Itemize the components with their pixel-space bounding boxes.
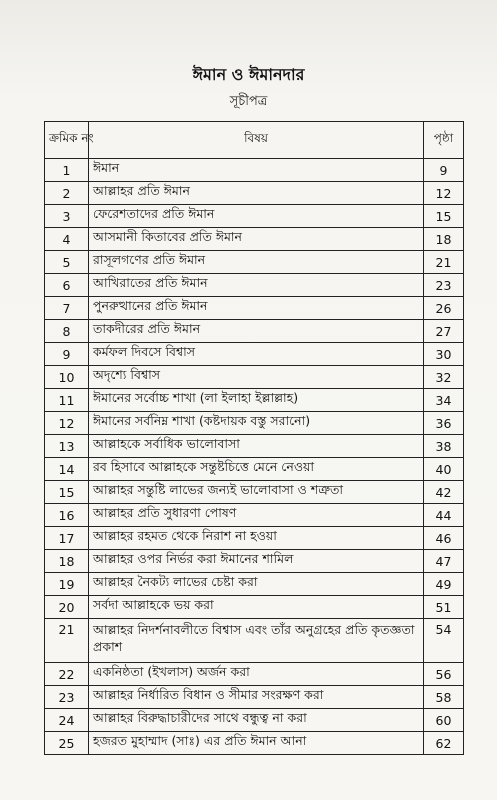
row-number: 19 [45, 573, 89, 596]
row-number: 8 [45, 320, 89, 343]
row-number: 16 [45, 504, 89, 527]
row-number: 10 [45, 366, 89, 389]
row-page: 9 [424, 159, 464, 182]
header-subject: বিষয় [89, 122, 424, 159]
row-page: 32 [424, 366, 464, 389]
book-title: ঈমান ও ঈমানদার [192, 65, 305, 84]
row-page: 40 [424, 458, 464, 481]
row-number: 24 [45, 709, 89, 732]
table-row [45, 251, 464, 274]
row-subject: আসমানী কিতাবের প্রতি ঈমান [89, 228, 424, 251]
table-row [45, 550, 464, 573]
table-row [45, 159, 464, 182]
table-row [45, 596, 464, 619]
row-number: 21 [45, 619, 89, 663]
table-row [45, 182, 464, 205]
row-subject: আল্লাহর প্রতি সুধারণা পোষণ [89, 504, 424, 527]
row-subject: আল্লাহর সন্তুষ্টি লাভের জন্যই ভালোবাসা ও শত্রুতা [89, 481, 424, 504]
row-subject: আল্লাহর নির্ধারিত বিধান ও সীমার সংরক্ষণ করা [89, 686, 424, 709]
table-row [45, 481, 464, 504]
row-page: 62 [424, 732, 464, 755]
row-page: 60 [424, 709, 464, 732]
table-row [45, 619, 464, 663]
row-subject: কর্মফল দিবসে বিশ্বাস [89, 343, 424, 366]
row-page: 54 [424, 619, 464, 663]
row-number: 12 [45, 412, 89, 435]
table-row [45, 732, 464, 755]
table-row [45, 389, 464, 412]
row-number: 5 [45, 251, 89, 274]
row-subject: আল্লাহর ওপর নির্ভর করা ঈমানের শামিল [89, 550, 424, 573]
table-row [45, 458, 464, 481]
row-subject: অদৃশ্যে বিশ্বাস [89, 366, 424, 389]
row-number: 15 [45, 481, 89, 504]
row-subject: পুনরুত্থানের প্রতি ঈমান [89, 297, 424, 320]
row-number: 11 [45, 389, 89, 412]
row-page: 51 [424, 596, 464, 619]
row-page: 38 [424, 435, 464, 458]
row-subject: আল্লাহর প্রতি ঈমান [89, 182, 424, 205]
header-page: পৃষ্ঠা [424, 122, 464, 159]
table-row [45, 663, 464, 686]
row-number: 3 [45, 205, 89, 228]
row-page: 21 [424, 251, 464, 274]
row-page: 23 [424, 274, 464, 297]
row-number: 23 [45, 686, 89, 709]
row-subject: একনিষ্ঠতা (ইখলাস) অর্জন করা [89, 663, 424, 686]
row-number: 9 [45, 343, 89, 366]
row-subject: আখিরাতের প্রতি ঈমান [89, 274, 424, 297]
table-row [45, 412, 464, 435]
table-row [45, 297, 464, 320]
row-subject: ঈমান [89, 159, 424, 182]
row-page: 26 [424, 297, 464, 320]
row-subject: ঈমানের সর্বনিম্ন শাখা (কষ্টদায়ক বস্তু সরানো) [89, 412, 424, 435]
row-number: 7 [45, 297, 89, 320]
row-number: 13 [45, 435, 89, 458]
row-page: 15 [424, 205, 464, 228]
toc-heading: সূচীপত্র [229, 94, 268, 109]
table-row [45, 573, 464, 596]
row-number: 20 [45, 596, 89, 619]
row-subject: আল্লাহর নৈকট্য লাভের চেষ্টা করা [89, 573, 424, 596]
table-row [45, 205, 464, 228]
table-header-row [45, 122, 464, 159]
row-number: 14 [45, 458, 89, 481]
row-number: 4 [45, 228, 89, 251]
row-number: 2 [45, 182, 89, 205]
row-number: 6 [45, 274, 89, 297]
row-number: 18 [45, 550, 89, 573]
row-page: 56 [424, 663, 464, 686]
row-page: 47 [424, 550, 464, 573]
row-page: 30 [424, 343, 464, 366]
table-row [45, 228, 464, 251]
row-number: 25 [45, 732, 89, 755]
row-number: 1 [45, 159, 89, 182]
row-subject: আল্লাহকে সর্বাধিক ভালোবাসা [89, 435, 424, 458]
row-page: 44 [424, 504, 464, 527]
row-page: 36 [424, 412, 464, 435]
row-subject: ফেরেশতাদের প্রতি ঈমান [89, 205, 424, 228]
table-row [45, 274, 464, 297]
row-page: 49 [424, 573, 464, 596]
row-number: 17 [45, 527, 89, 550]
row-subject: ঈমানের সর্বোচ্চ শাখা (লা ইলাহা ইল্লাল্লাহ) [89, 389, 424, 412]
header-serial: ক্রমিক নং [45, 122, 89, 159]
table-row [45, 686, 464, 709]
row-subject: হজরত মুহাম্মাদ (সাঃ) এর প্রতি ঈমান আনা [89, 732, 424, 755]
row-page: 18 [424, 228, 464, 251]
table-body [45, 159, 464, 755]
row-number: 22 [45, 663, 89, 686]
row-subject: তাকদীরের প্রতি ঈমান [89, 320, 424, 343]
row-page: 27 [424, 320, 464, 343]
row-page: 34 [424, 389, 464, 412]
row-subject: আল্লাহর বিরুদ্ধাচারীদের সাথে বন্ধুত্ব না করা [89, 709, 424, 732]
table-row [45, 527, 464, 550]
row-subject: আল্লাহর নিদর্শনাবলীতে বিশ্বাস এবং তাঁর অনুগ্রহের প্রতি কৃতজ্ঞতা প্রকাশ [89, 619, 424, 663]
row-page: 12 [424, 182, 464, 205]
row-subject: আল্লাহর রহমত থেকে নিরাশ না হওয়া [89, 527, 424, 550]
table-row [45, 504, 464, 527]
contents-table [44, 121, 464, 755]
table-row [45, 320, 464, 343]
table-row [45, 435, 464, 458]
table-row [45, 343, 464, 366]
row-page: 46 [424, 527, 464, 550]
row-page: 58 [424, 686, 464, 709]
row-subject: সর্বদা আল্লাহকে ভয় করা [89, 596, 424, 619]
row-subject: রাসূলগণের প্রতি ঈমান [89, 251, 424, 274]
table-row [45, 366, 464, 389]
row-page: 42 [424, 481, 464, 504]
row-subject: রব হিসাবে আল্লাহকে সন্তুষ্টচিত্তে মেনে নেওয়া [89, 458, 424, 481]
table-row [45, 709, 464, 732]
